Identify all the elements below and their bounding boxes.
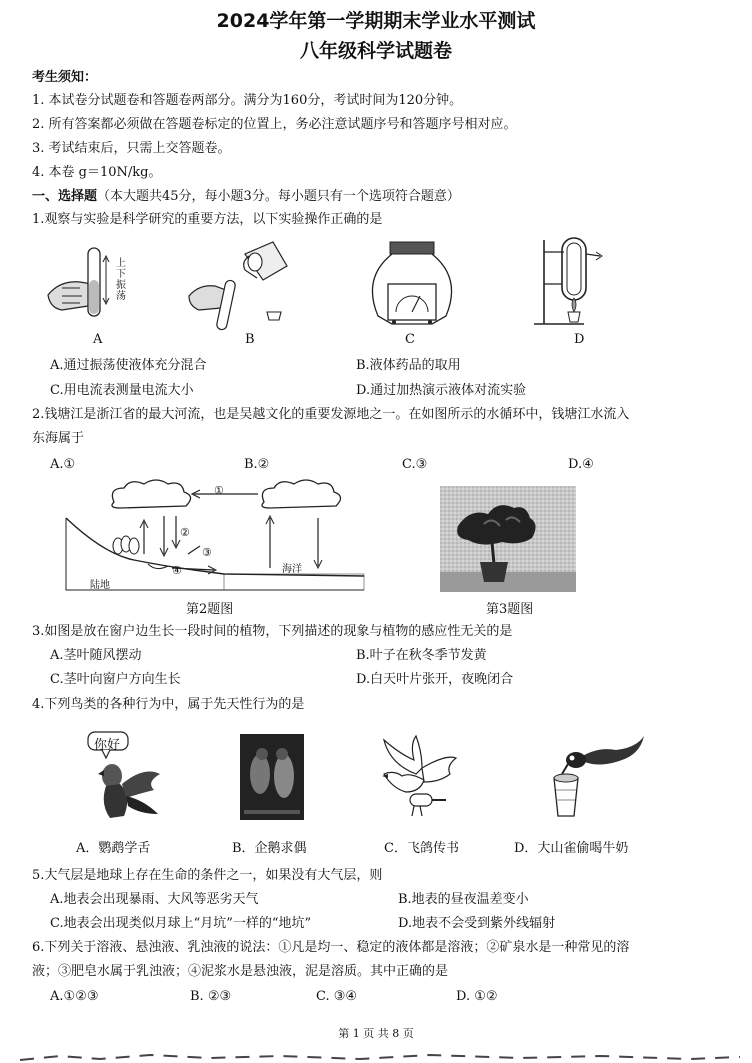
page-number: 第 1 页 共 8 页 [338, 1027, 414, 1040]
q5-option-b: B.地表的昼夜温差变小 [398, 892, 529, 907]
tit-milk-figure [536, 730, 646, 820]
notice-item-3: 3. 考试结束后，只需上交答题卷。 [32, 141, 231, 156]
q1-fig-letter-c: C [405, 332, 415, 347]
q6-option-b: B. ②③ [190, 989, 232, 1004]
notice-heading: 考生须知： [32, 70, 98, 85]
scan-edge-decoration [0, 1050, 752, 1063]
q4-option-c: C．飞鸽传书 [384, 841, 459, 856]
speech-bubble-text: 你好 [94, 738, 121, 753]
penguins-photo [240, 734, 304, 820]
q1-fig-letter-a: A [93, 332, 103, 347]
fig2-caption: 第2题图 [186, 602, 234, 617]
fig-a-char: 下 [116, 269, 126, 280]
notice-item-2: 2. 所有答案都必须做在答题卷标定的位置上，务必注意试题序号和答题序号相对应。 [32, 117, 517, 132]
fig3-caption: 第3题图 [486, 602, 534, 617]
label-1: ① [214, 484, 224, 497]
plant-window-photo [440, 486, 576, 592]
notice-item-4: 4. 本卷 g＝10N/kg。 [32, 165, 162, 180]
notice-item-1: 1. 本试卷分试题卷和答题卷两部分。满分为160分，考试时间为120分钟。 [32, 93, 463, 108]
label-3: ③ [202, 546, 212, 559]
q2-option-b: B.② [244, 457, 270, 472]
q1-option-c: C.用电流表测量电流大小 [50, 383, 194, 398]
q4-option-d: D．大山雀偷喝牛奶 [514, 841, 629, 856]
q1-fig-letter-b: B [245, 332, 255, 347]
label-4: ④ [172, 564, 182, 577]
q2-option-d: D.④ [568, 457, 594, 472]
fig-a-char: 振 [116, 280, 126, 291]
label-2: ② [180, 526, 190, 539]
q6-option-c: C. ③④ [316, 989, 358, 1004]
q4-option-b: B．企鹅求偶 [232, 841, 307, 856]
q3-option-d: D.白天叶片张开，夜晚闭合 [356, 672, 514, 687]
q6-option-a: A.①②③ [50, 989, 99, 1004]
q2-option-a: A.① [50, 457, 76, 472]
q6-stem-line1: 6.下列关于溶液、悬浊液、乳浊液的说法：①凡是均一、稳定的液体都是溶液；②矿泉水是一种常见的溶 [32, 940, 630, 955]
q5-stem: 5.大气层是地球上存在生命的条件之一，如果没有大气层，则 [32, 868, 383, 883]
fig-a-char: 上 [116, 258, 126, 269]
q3-option-b: B.叶子在秋冬季节发黄 [356, 648, 487, 663]
label-sea: 海洋 [282, 564, 302, 575]
exam-title: 2024学年第一学期期末学业水平测试 [216, 10, 536, 32]
q5-option-a: A.地表会出现暴雨、大风等恶劣天气 [50, 892, 259, 907]
q3-stem: 3.如图是放在窗户边生长一段时间的植物，下列描述的现象与植物的感应性无关的是 [32, 624, 513, 639]
q6-stem-line2: 液；③肥皂水属于乳浊液；④泥浆水是悬浊液，泥是溶质。其中正确的是 [32, 964, 449, 979]
section-title: 一、选择题 [32, 189, 98, 204]
q1-option-d: D.通过加热演示液体对流实验 [356, 383, 527, 398]
q1-stem: 1.观察与实验是科学研究的重要方法，以下实验操作正确的是 [32, 212, 383, 227]
pigeon-figure [380, 734, 460, 820]
q1-figure-c [362, 238, 462, 333]
q5-option-d: D.地表不会受到紫外线辐射 [398, 916, 556, 931]
q1-figure-d [530, 232, 620, 332]
q5-option-c: C.地表会出现类似月球上“月坑”一样的“地坑” [50, 916, 312, 931]
q1-fig-letter-d: D [574, 332, 585, 347]
q2-stem-line1: 2.钱塘江是浙江省的最大河流，也是吴越文化的重要发源地之一。在如图所示的水循环中，钱塘江水流入 [32, 407, 630, 422]
q1-figure-a [40, 240, 150, 335]
q2-stem-line2: 东海属于 [32, 431, 85, 446]
q4-stem: 4.下列鸟类的各种行为中，属于先天性行为的是 [32, 697, 305, 712]
q3-option-c: C.茎叶向窗户方向生长 [50, 672, 181, 687]
q1-figure-b [185, 236, 295, 336]
section-note: （本大题共45分，每小题3分。每小题只有一个选项符合题意） [97, 189, 460, 204]
fig-a-char: 荡 [116, 291, 126, 302]
exam-subtitle: 八年级科学试题卷 [299, 40, 452, 62]
q1-option-b: B.液体药品的取用 [356, 358, 461, 373]
q1-option-a: A.通过振荡使液体充分混合 [50, 358, 207, 373]
q4-option-a: A．鹦鹉学舌 [76, 841, 151, 856]
q3-option-a: A.茎叶随风摆动 [50, 648, 142, 663]
q2-option-c: C.③ [402, 457, 428, 472]
label-land: 陆地 [90, 580, 110, 591]
section-heading [32, 189, 460, 205]
q1-fig-a-text [116, 258, 128, 302]
q6-option-d: D. ①② [456, 989, 498, 1004]
